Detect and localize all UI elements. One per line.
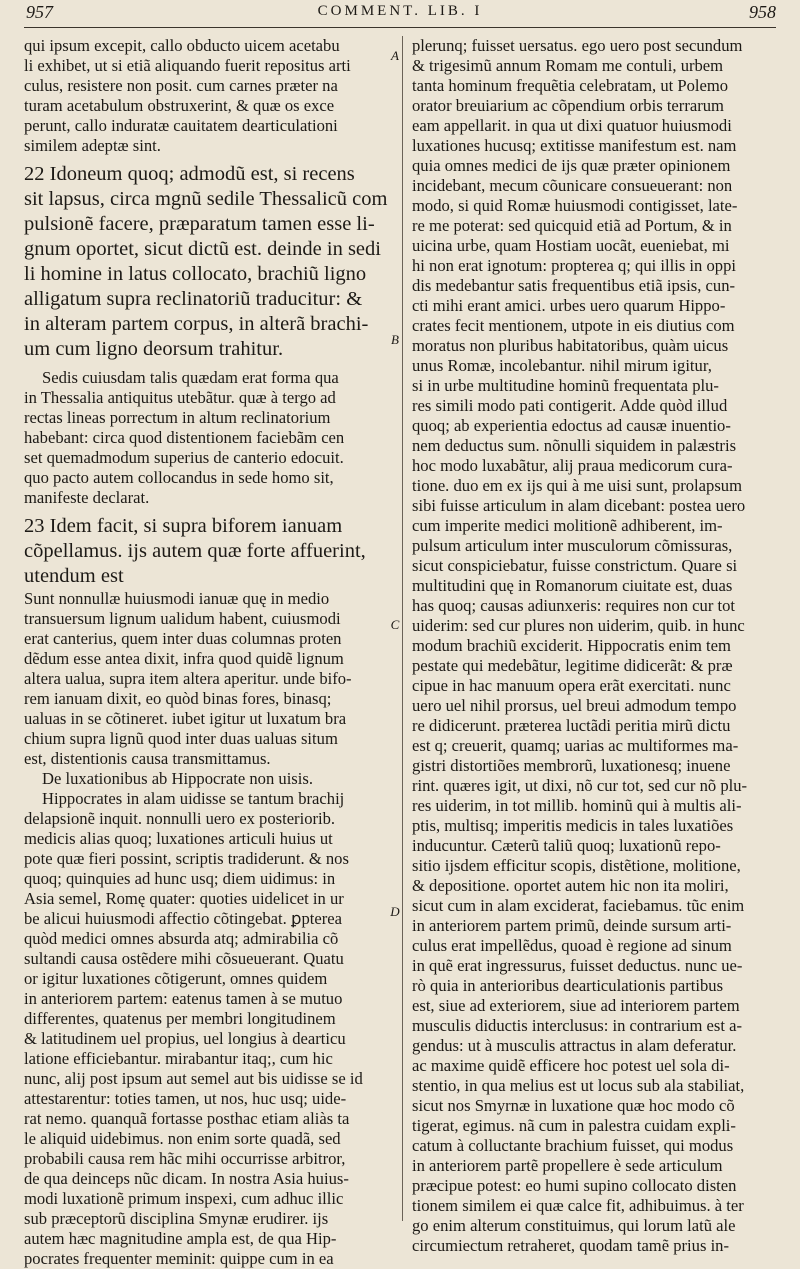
text-line: modo, si quid Romæ huiusmodi contigisset, late- [412, 196, 738, 215]
text-line: rint. quæres igit, ut dixi, nõ cur tot, sed cur nõ plu- [412, 776, 748, 795]
text-line: est, distentionis causa transmittamus. [24, 749, 271, 768]
margin-letter-d: D [390, 904, 400, 919]
text-line: nunc, alij post ipsum aut semel aut bis uidisse se id [24, 1069, 363, 1088]
text-line: plerunq; fuisset uersatus. ego uero post secundum [412, 36, 743, 55]
text-line: delapsionẽ inquit. nonnulli uero ex posteriorib. [24, 809, 336, 828]
right-column [412, 36, 772, 1255]
page-number-right: 958 [749, 2, 776, 22]
text-line: gendus: ut à musculis attractus in alam deferatur. [412, 1036, 737, 1055]
text-line: orator breuiarium ac cõpendium orbis terrarum [412, 96, 724, 115]
text-line: autem hæc magnitudine ampla est, de qua Hip- [24, 1229, 337, 1248]
column-divider [402, 36, 403, 1221]
text-line: chium supra lignũ quod inter duas ualuas situm [24, 729, 338, 748]
text-line: est q; creuerit, quamq; uarias ac multiformes ma- [412, 736, 739, 755]
left-column [24, 36, 388, 1268]
text-line: luxationes hucusq; extitisse manifestum est. nam [412, 136, 737, 155]
header-rule [24, 27, 776, 28]
running-head [0, 0, 800, 26]
text-line: pocrates frequenter meminit: quippe cum in ea [24, 1249, 334, 1268]
text-line: ualuas in se cõtineret. iubet igitur ut luxatum bra [24, 709, 347, 728]
text-line: res uiderim, in tot millib. hominũ qui à multis ali- [412, 796, 742, 815]
text-line: transuersum lignum ualidum habent, cuiusmodi [24, 609, 341, 628]
text-line: tione. duo em ex ijs qui à me uisi sunt, prolapsum [412, 476, 742, 495]
text-line: differentes, quatenus per membri longitudinem [24, 1009, 336, 1028]
text-line: est, siue ad exteriorem, siue ad interiorem partem [412, 996, 740, 1015]
text-line: sibi fuisse articulum in alam dicebant: postea uero [412, 496, 746, 515]
text-line: altera ualua, supra item altera aperitur. unde bifo- [24, 669, 352, 688]
aphorism-line: pulsionẽ facere, præparatum tamen esse li- [24, 213, 375, 235]
text-line: culus, resistere non posit. cum carnes præter na [24, 76, 338, 95]
text-line: ac maxime quidẽ efficere hoc potest uel sola di- [412, 1056, 730, 1075]
running-title: COMMENT. LIB. I [317, 3, 483, 19]
text-line: in quẽ erat ingressurus, fuisset deductus. nunc ue- [412, 956, 743, 975]
text-line: in anteriorem partem primũ, deinde sursum arti- [412, 916, 732, 935]
text-line: si in urbe multitudine hominũ frequentata plu- [412, 376, 719, 395]
text-line: sultandi causa ostẽdere mihi cõsueuerant. Quatu [24, 949, 344, 968]
text-line: catum à colluctante brachium fuisset, qui modus [412, 1136, 734, 1155]
text-line: pote quæ fieri possint, scriptis tradiderunt. & nos [24, 849, 349, 868]
text-line: latione efficiebantur. mirabantur itaq;, cum hic [24, 1049, 333, 1068]
text-line: eam appellarit. in qua ut dixi quatuor huiusmodi [412, 116, 732, 135]
text-line: quoq; ab experientia edoctus ad causæ inuentio- [412, 416, 731, 435]
text-line: crates fecit mentionem, utpote in eis diutius com [412, 316, 735, 335]
text-line: be alicui huiusmodi affectio cõtingebat. ꝑpterea [24, 909, 343, 928]
text-line: modi luxationẽ primum inspexi, cum adhuc illic [24, 1189, 344, 1208]
text-line: cti mihi erant amici. urbes uero quarum Hippo- [412, 296, 726, 315]
text-line: rectas lineas porrectum in altum reclinatorium [24, 408, 331, 427]
text-line: rem ianuam dixit, eo quòd binas fores, binasq; [24, 689, 332, 708]
margin-letter-c: C [390, 617, 400, 632]
aphorism-line: cõpellamus. ijs autem quæ forte affuerint, [24, 540, 366, 562]
text-line: qui ipsum excepit, callo obducto uicem acetabu [24, 36, 340, 55]
text-line: turam acetabulum obstruxerint, & quæ os exce [24, 96, 335, 115]
text-line: Sunt nonnullæ huiusmodi ianuæ quę in medio [24, 589, 330, 608]
text-line: or igitur luxationes cõtigerunt, omnes quidem [24, 969, 328, 988]
text-line: li exhibet, ut si etiã aliquando fuerit repositus arti [24, 56, 351, 75]
text-line: multitudini quę in Romanorum ciuitate est, duas [412, 576, 733, 595]
text-line: incidebant, mecum cõunicare consueuerant: non [412, 176, 733, 195]
text-line: uiderim: sed cur plures non uiderim, quib. in hunc [412, 616, 745, 635]
text-line: dis medebantur satis frequentibus etiã ipsis, cun- [412, 276, 736, 295]
text-line: circumiectum retraheret, quodam tamẽ prius in- [412, 1236, 729, 1255]
text-line: Asia semel, Romę quater: quoties uidelicet in ur [24, 889, 344, 908]
text-line: probabili causa rem hãc mihi occurrisse arbitror, [24, 1149, 346, 1168]
text-line: set quemadmodum superius de canterio edocuit. [24, 448, 344, 467]
text-line: musculis diductis interclusus: in contrarium est a- [412, 1016, 742, 1035]
text-line: tigerat, egimus. nã cum in palestra cuidam expli- [412, 1116, 736, 1135]
text-line: uicina urbe, quam Hostiam uocãt, eueniebat, mi [412, 236, 730, 255]
text-line: quoq; quinquies ad hunc usq; diem uidimus: in [24, 869, 336, 888]
text-line: præcipue potest: eo humi supino collocato disten [412, 1176, 737, 1195]
text-line: res simili modo pati contigerit. Adde quòd illud [412, 396, 728, 415]
text-line: cipue in hac manuum opera erãt exercitati. nunc [412, 676, 731, 695]
text-line: sitio ijsdem efficitur scopis, distẽtione, molitione, [412, 856, 741, 875]
text-line: perunt, callo induratæ cauitatem dearticulationi [24, 116, 338, 135]
text-line: modum brachiũ exciderit. Hippocratis enim tem [412, 636, 731, 655]
text-line: & depositione. oportet autem hic non ita moliri, [412, 876, 729, 895]
text-line: & latitudinem uel propius, uel longius à dearticu [24, 1029, 346, 1048]
text-line: hoc modo luxabãtur, alij praua medicorum cura- [412, 456, 733, 475]
section-heading: De luxationibus ab Hippocrate non uisis. [42, 769, 313, 788]
text-line: quia omnes medici de ijs quæ præter opinionem [412, 156, 731, 175]
aphorism-line: li homine in latus collocato, brachiũ ligno [24, 263, 367, 285]
text-line: tionem similem ei quæ calce fit, adhibuimus. à ter [412, 1196, 744, 1215]
text-line: erat canterius, quem inter duas columnas proten [24, 629, 342, 648]
text-line: medicis alias quoq; luxationes articuli huius ut [24, 829, 333, 848]
text-line: dẽdum esse antea dixit, infra quod quidẽ lignum [24, 649, 344, 668]
text-line: gistri distortiões membrorũ, luxationesq; inuene [412, 756, 731, 775]
text-line: tanta hominum frequẽtia celebratam, ut Polemo [412, 76, 729, 95]
aphorism-line: utendum est [24, 565, 124, 587]
text-line: sub præceptorũ disciplina Smynæ erudirer. ijs [24, 1209, 329, 1228]
aphorism-line: sit lapsus, circa mgnũ sedile Thessalicũ com [24, 188, 388, 210]
text-line: in anteriorem partem: eatenus tamen à se mutuo [24, 989, 343, 1008]
text-line: go enim alterum constituimus, qui lorum latũ ale [412, 1216, 736, 1235]
aphorism-line: in alteram partem corpus, in alterã brachi- [24, 313, 369, 335]
text-line: uero uel nihil prorsus, uel breui admodum tempo [412, 696, 737, 715]
aphorism-line: um cum ligno deorsum trahitur. [24, 338, 284, 360]
text-line: sicut cum in alam exciderat, faciebamus. tũc enim [412, 896, 745, 915]
text-line: in anteriorem partẽ propellere è sede articulum [412, 1156, 723, 1175]
text-line: & trigesimũ annum Romam me contuli, urbem [412, 56, 724, 75]
text-line: moratus non pluribus habitatoribus, quàm uicus [412, 336, 729, 355]
text-line: inducuntur. Cæterũ taliũ quoq; luxationũ repo- [412, 836, 721, 855]
aphorism-line: 23 Idem facit, si supra biforem ianuam [24, 515, 343, 537]
aphorism-line: 22 Idoneum quoq; admodũ est, si recens [24, 163, 355, 185]
text-line: habebant: circa quod distentionem faciebãm cen [24, 428, 345, 447]
text-line: has quoq; causas adiunxeris: requires non cur tot [412, 596, 736, 615]
text-line: attestarentur: toties tamen, ut nos, huc usq; uide- [24, 1089, 347, 1108]
margin-letter-a: A [391, 48, 399, 63]
text-line: stentio, in qua melius est ut locus sub ala stabiliat, [412, 1076, 745, 1095]
text-line: quo pacto autem collocandus in sede homo sit, [24, 468, 334, 487]
text-line: rò quia in anterioribus dearticulationis partibus [412, 976, 724, 995]
text-line: sicut conspiciebatur, fuisse constrictum. Quare si [412, 556, 738, 575]
page-number-left: 957 [26, 2, 53, 22]
aphorism-line: alligatum supra reclinatoriũ traducitur: & [24, 288, 363, 310]
text-line: unus Romæ, incolebantur. nihil mirum igitur, [412, 356, 712, 375]
text-line: pulsum articulum inter musculorum cõmissuras, [412, 536, 733, 555]
text-line: Hippocrates in alam uidisse se tantum brachij [42, 789, 345, 808]
aphorism-line: gnum oportet, sicut dictũ est. deinde in sedi [24, 238, 381, 260]
text-line: culus erat impellẽdus, quoad è regione ad sinum [412, 936, 732, 955]
text-line: re didicerunt. præterea luctãdi peritia mirũ dictu [412, 716, 731, 735]
text-line: pestate qui medebãtur, legitime didicerãt: & præ [412, 656, 733, 675]
text-line: Sedis cuiusdam talis quædam erat forma qua [42, 368, 339, 387]
text-line: in Thessalia antiquitus utebãtur. quæ à tergo ad [24, 388, 336, 407]
text-line: manifeste declarat. [24, 488, 150, 507]
text-line: similem adeptæ sint. [24, 136, 161, 155]
text-line: re me poterat: sed quicquid etiã ad Portum, & in [412, 216, 732, 235]
text-line: de qua deinceps nũc dicam. In nostra Asia huius- [24, 1169, 349, 1188]
text-line: le aliquid uidebimus. non enim sorte quadã, sed [24, 1129, 341, 1148]
text-line: ptis, multisq; imperitis medicis in tales luxatiões [412, 816, 734, 835]
text-line: hi non erat ignotum: propterea q; qui illis in oppi [412, 256, 736, 275]
text-line: quòd medici omnes absurda atq; admirabilia cõ [24, 929, 339, 948]
text-line: sicut nos Smyrnæ in luxatione quæ hoc modo cõ [412, 1096, 735, 1115]
text-line: cum imperite medici molitionẽ adhiberent, im- [412, 516, 723, 535]
text-line: nem deductus sum. nõnulli siquidem in palæstris [412, 436, 737, 455]
text-line: rat nemo. quanquã fortasse posthac etiam aliàs ta [24, 1109, 350, 1128]
margin-letter-b: B [391, 332, 399, 347]
